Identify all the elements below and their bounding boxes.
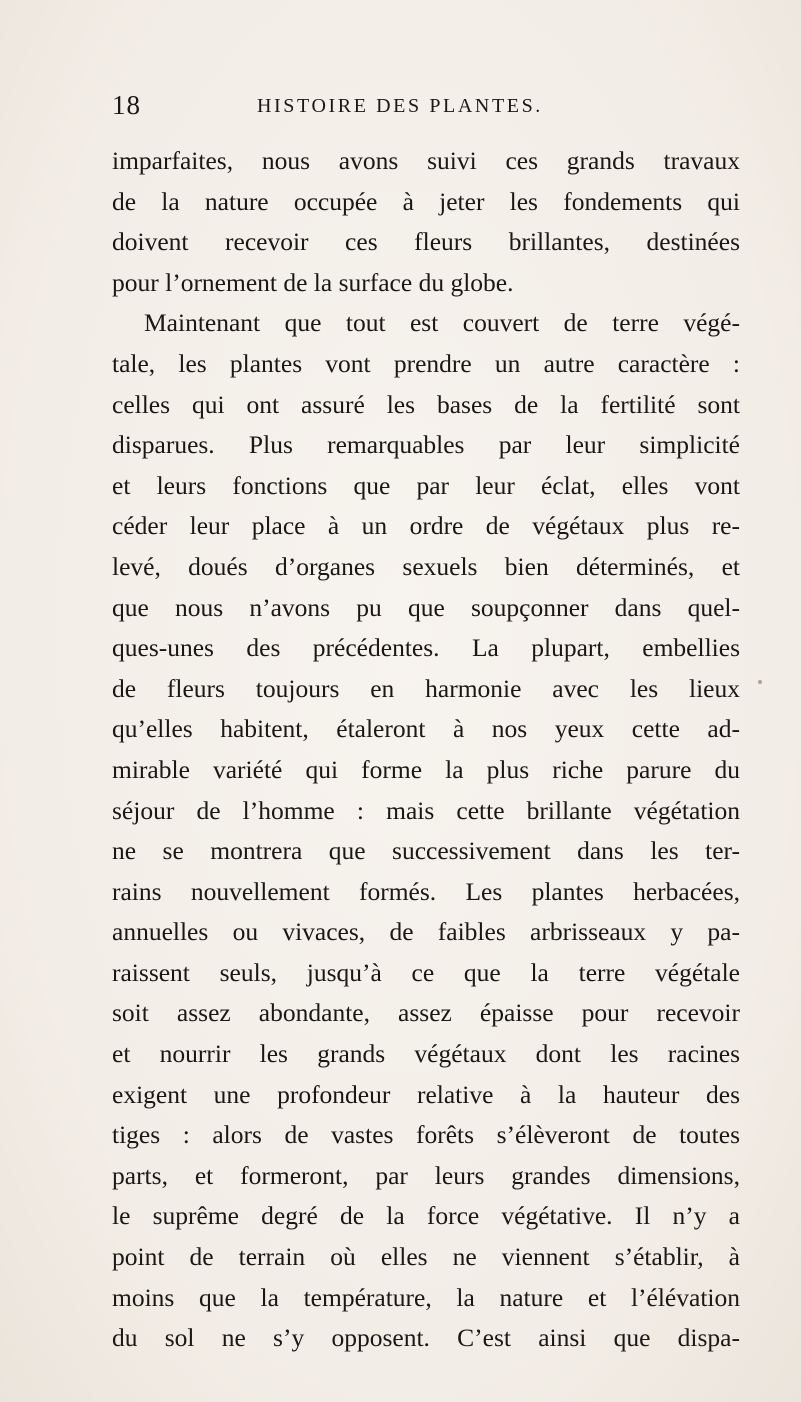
text-line: Maintenant que tout est couvert de terre végé- bbox=[144, 308, 740, 338]
text-line: et leurs fonctions que par leur éclat, elles vont bbox=[112, 470, 740, 500]
text-line: pour l’ornement de la surface du globe. bbox=[112, 267, 514, 297]
text-line: annuelles ou vivaces, de faibles arbrisseaux y pa- bbox=[112, 917, 740, 947]
text-line: imparfaites, nous avons suivi ces grands travaux bbox=[112, 146, 740, 175]
text-line: ne se montrera que successivement dans les ter- bbox=[112, 836, 740, 866]
text-line: et nourrir les grands végétaux dont les racines bbox=[112, 1039, 740, 1069]
text-line: tiges : alors de vastes forêts s’élèveront de toutes bbox=[112, 1120, 740, 1150]
text-line: doivent recevoir ces fleurs brillantes, destinées bbox=[112, 227, 740, 257]
text-line: que nous n’avons pu que soupçonner dans quel- bbox=[112, 592, 740, 622]
text-line: du sol ne s’y opposent. C’est ainsi que dispa- bbox=[112, 1323, 740, 1353]
text-line: exigent une profondeur relative à la hauteur des bbox=[112, 1079, 740, 1109]
text-line: raissent seuls, jusqu’à ce que la terre végétale bbox=[112, 957, 740, 987]
running-head: HISTOIRE DES PLANTES. bbox=[257, 95, 543, 117]
body-text bbox=[112, 141, 740, 1359]
text-line: point de terrain où elles ne viennent s’établir, à bbox=[112, 1242, 740, 1272]
text-line: parts, et formeront, par leurs grandes dimensions, bbox=[112, 1160, 740, 1190]
text-line: séjour de l’homme : mais cette brillante végétation bbox=[112, 795, 740, 825]
page-header bbox=[112, 88, 732, 122]
text-line: céder leur place à un ordre de végétaux plus re- bbox=[112, 511, 740, 541]
text-line: rains nouvellement formés. Les plantes herbacées, bbox=[112, 876, 740, 906]
text-line: disparues. Plus remarquables par leur simplicité bbox=[112, 430, 740, 460]
text-line: celles qui ont assuré les bases de la fertilité sont bbox=[112, 389, 740, 419]
text-line: tale, les plantes vont prendre un autre caractère : bbox=[112, 348, 740, 378]
text-line: soit assez abondante, assez épaisse pour recevoir bbox=[112, 998, 740, 1028]
text-line: de la nature occupée à jeter les fondements qui bbox=[112, 186, 740, 216]
text-line: qu’elles habitent, étaleront à nos yeux cette ad- bbox=[112, 714, 740, 744]
text-line: le suprême degré de la force végétative. Il n’y a bbox=[112, 1201, 740, 1231]
paper-speck bbox=[758, 680, 762, 684]
text-line: de fleurs toujours en harmonie avec les lieux bbox=[112, 673, 740, 703]
text-line: moins que la température, la nature et l’élévation bbox=[112, 1282, 740, 1312]
text-line: mirable variété qui forme la plus riche parure du bbox=[112, 754, 740, 784]
text-line: ques-unes des précédentes. La plupart, embellies bbox=[112, 633, 740, 663]
text-line: levé, doués d’organes sexuels bien déterminés, et bbox=[112, 551, 740, 581]
page-number: 18 bbox=[112, 90, 141, 120]
